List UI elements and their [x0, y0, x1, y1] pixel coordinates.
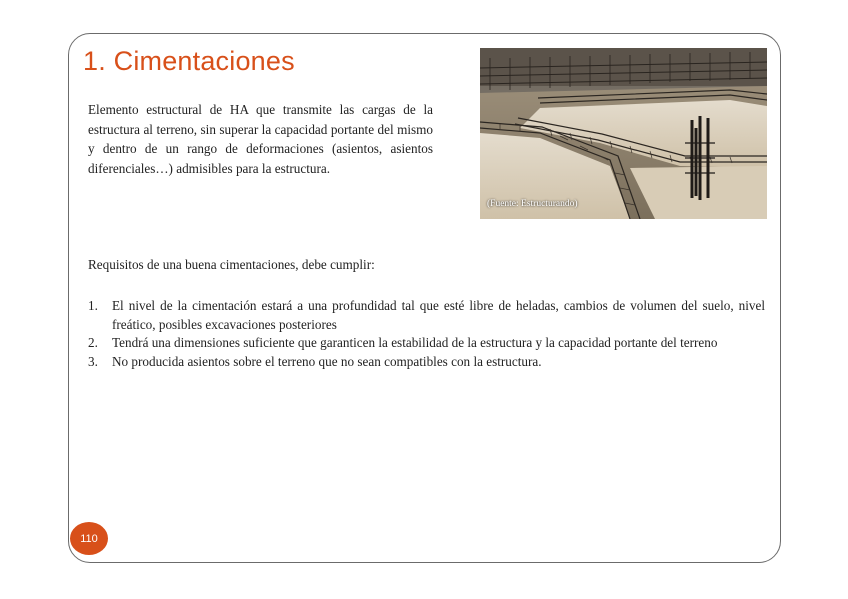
slide-title: 1. Cimentaciones [83, 46, 295, 76]
list-number: 2. [88, 335, 98, 350]
list-number: 3. [88, 353, 98, 369]
list-item [88, 297, 765, 334]
list-text: Tendrá una dimensiones suficiente que garanticen la estabilidad de la estructura y la capacidad portante del terreno [112, 335, 718, 350]
foundation-photo [480, 48, 767, 219]
requisitos-list [88, 297, 765, 371]
list-text: El nivel de la cimentación estará a una profundidad tal que esté libre de heladas, cambios de volumen del suelo, nivel freático, posibles excavaciones posteriores [112, 298, 765, 332]
photo-caption: (Fuente: Estructurando) [487, 199, 578, 209]
list-item [88, 353, 765, 372]
list-item [88, 334, 765, 353]
intro-paragraph: Elemento estructural de HA que transmite las cargas de la estructura al terreno, sin superar la capacidad portante del mismo y dentro de un rango de deformaciones (asientos, asientos diferenciales…) admisibles para la estructura. [88, 102, 433, 176]
list-number: 1. [88, 298, 98, 313]
list-text: No producida asientos sobre el terreno que no sean compatibles con la estructura. [112, 353, 542, 369]
requisitos-intro: Requisitos de una buena cimentaciones, debe cumplir: [88, 257, 375, 272]
page-number-badge: 110 [70, 522, 108, 555]
